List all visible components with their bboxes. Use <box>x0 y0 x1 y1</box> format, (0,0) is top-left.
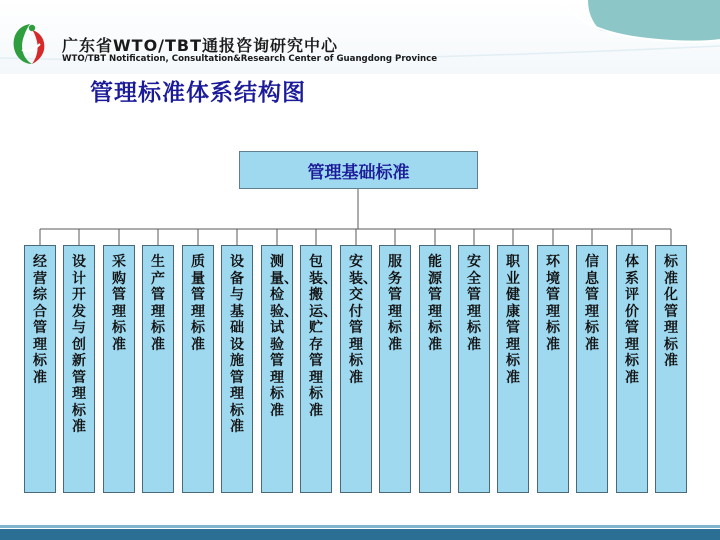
child-node-label: 服务管理标准 <box>388 254 402 353</box>
child-node-label: 安装、交付管理标准 <box>349 254 377 386</box>
child-node <box>182 245 214 493</box>
child-node-label: 设备与基础设施管理标准 <box>230 254 244 435</box>
org-name-cn: 广东省WTO/TBT通报咨询研究中心 <box>62 36 339 55</box>
org-name-en: WTO/TBT Notification, Consultation&Research Center of Guangdong Province <box>62 54 438 64</box>
child-node <box>537 245 569 493</box>
child-node <box>655 245 687 493</box>
child-node <box>221 245 253 493</box>
page-title: 管理标准体系结构图 <box>90 80 306 106</box>
child-node <box>63 245 95 493</box>
child-node <box>261 245 298 493</box>
child-node-label: 安全管理标准 <box>467 254 481 353</box>
child-node-label: 采购管理标准 <box>112 254 126 353</box>
child-node-label: 标准化管理标准 <box>664 254 678 369</box>
child-node <box>142 245 174 493</box>
child-node-label: 包装、搬运、贮存管理标准 <box>309 254 337 419</box>
child-node <box>616 245 648 493</box>
child-node-label: 体系评价管理标准 <box>625 254 639 386</box>
child-node-label: 设计开发与创新管理标准 <box>72 254 86 435</box>
child-node-label: 环境管理标准 <box>546 254 560 353</box>
child-node <box>458 245 490 493</box>
child-node <box>340 245 377 493</box>
child-node <box>103 245 135 493</box>
child-node-label: 职业健康管理标准 <box>506 254 520 386</box>
footer-bar <box>0 529 720 540</box>
child-node-label: 经营综合管理标准 <box>33 254 47 386</box>
child-node <box>497 245 529 493</box>
child-node <box>24 245 56 493</box>
child-node <box>576 245 608 493</box>
child-node-label: 能源管理标准 <box>428 254 442 353</box>
child-node-label: 信息管理标准 <box>585 254 599 353</box>
root-node <box>239 151 478 189</box>
child-node <box>419 245 451 493</box>
child-node-label: 质量管理标准 <box>191 254 205 353</box>
child-node <box>379 245 411 493</box>
footer-divider <box>0 525 720 528</box>
child-node-label: 生产管理标准 <box>151 254 165 353</box>
child-node <box>300 245 337 493</box>
root-node-label: 管理基础标准 <box>307 162 410 183</box>
child-node-label: 测量、检验、试验管理标准 <box>270 254 298 419</box>
